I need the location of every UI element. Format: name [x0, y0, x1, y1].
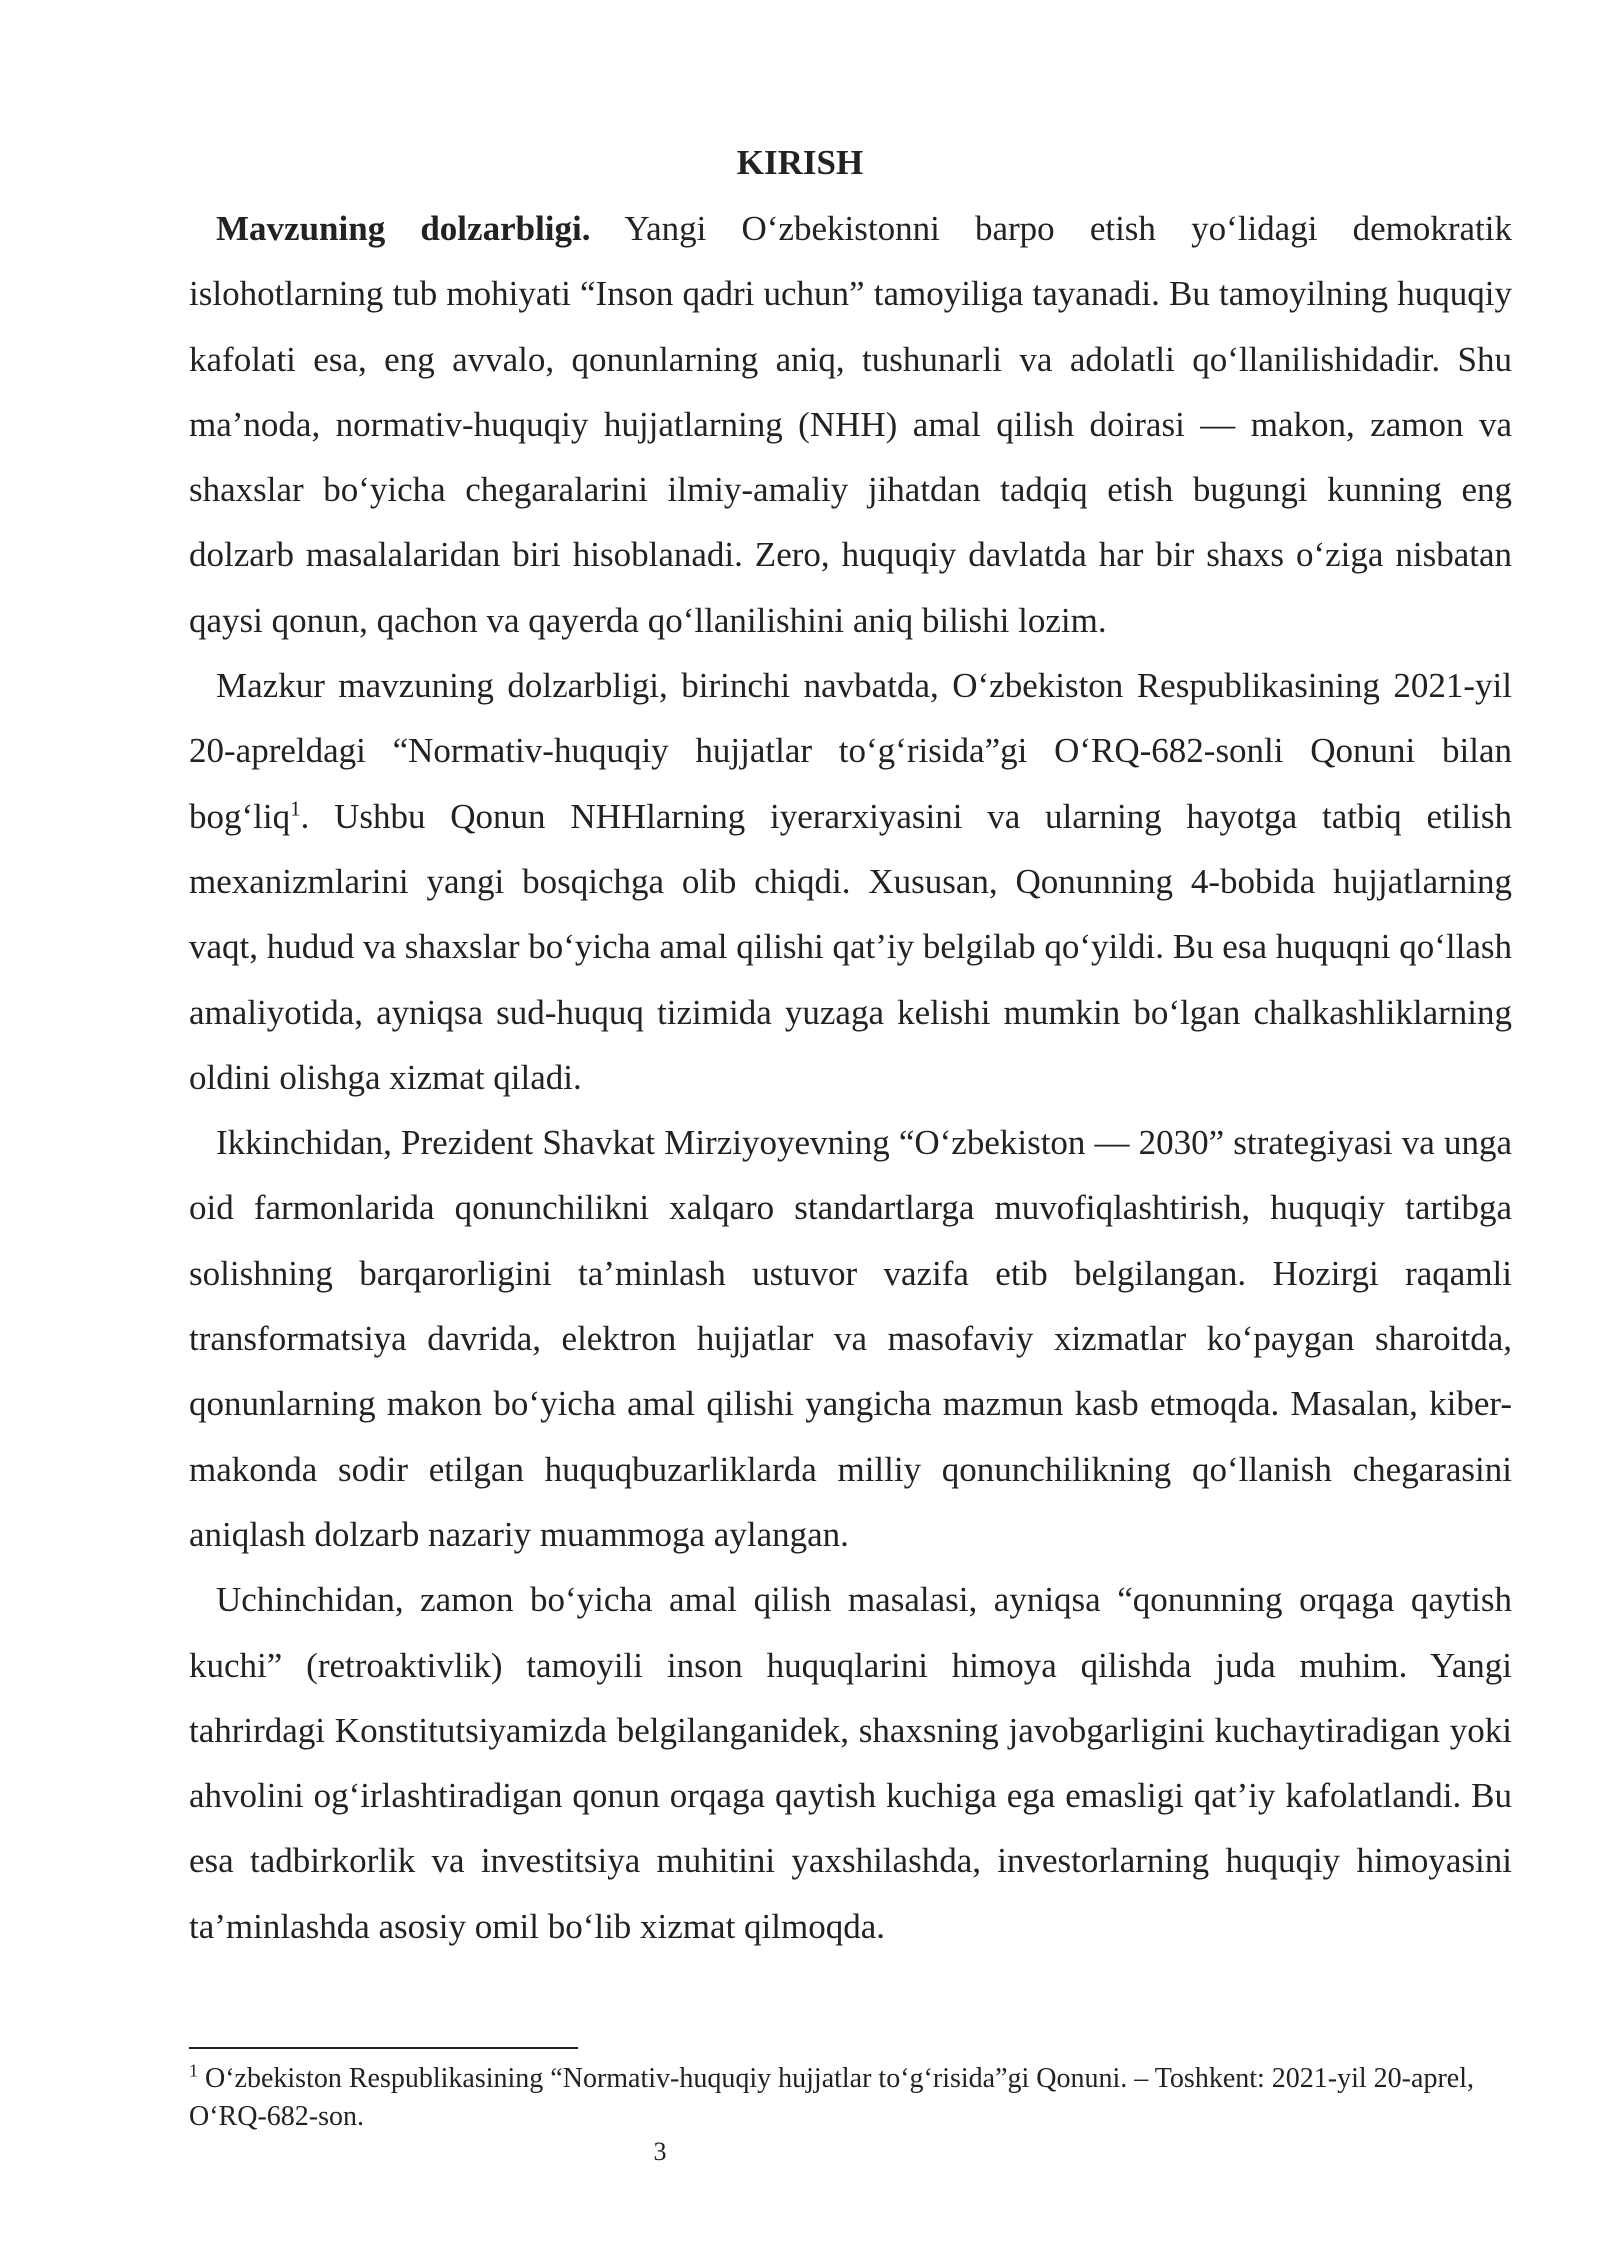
footnote-separator — [189, 2047, 578, 2049]
footnote-text: O‘zbekiston Respublikasining “Normativ-huquqiy hujjatlar to‘g‘risida”gi Qonuni. – Toshkent: 2021-yil 20-aprel, O‘RQ-682-son. — [189, 2063, 1474, 2132]
section-title: KIRISH — [736, 143, 864, 182]
paragraph-text: Yangi O‘zbekistonni barpo etish yo‘lidagi demokratik islohotlarning tub mohiyati “Inson qadri uchun” tamoyiliga tayanadi. Bu tamoyilning huquqiy kafolati esa, eng avvalo, qonunlarning aniq, tushunarli va adolatli qo‘llanilishidadir. Shu ma’noda, normativ-huquqiy hujjatlarning (NHH) amal qilish doirasi — makon, zamon va shaxslar bo‘yicha chegaralarini ilmiy-amaliy jihatdan tadqiq etish bugungi kunning eng dolzarb masalalaridan biri hisoblanadi. Zero, huquqiy davlatda har bir shaxs o‘ziga nisbatan qaysi qonun, qachon va qayerda qo‘llanilishini aniq bilishi lozim. — [189, 209, 1512, 640]
paragraph-first-reason — [189, 653, 1512, 1110]
footnote — [189, 2060, 1512, 2136]
paragraph-lead-heading: Mavzuning dolzarbligi. — [216, 209, 591, 248]
paragraph-text: Mazkur mavzuning dolzarbligi, birinchi navbatda, O‘zbekiston Respublikasining 2021-yil 20-apreldagi “Normativ-huquqiy hujjatlar to‘g‘risida”gi O‘RQ-682-sonli Qonuni bilan bog‘liq — [189, 666, 1512, 836]
paragraph-third-reason: Uchinchidan, zamon bo‘yicha amal qilish masalasi, ayniqsa “qonunning orqaga qaytish kuchi” (retroaktivlik) tamoyili inson huquqlarini himoya qilishda juda muhim. Yangi tahrirdagi Konstitutsiyamizda belgilanganidek, shaxsning javobgarligini kuchaytiradigan yoki ahvolini og‘irlashtiradigan qonun orqaga qaytish kuchiga ega emasligi qat’iy kafolatlandi. Bu esa tadbirkorlik va investitsiya muhitini yaxshilashda, investorlarning huquqiy himoyasini ta’minlashda asosiy omil bo‘lib xizmat qilmoqda. — [189, 1580, 1512, 1946]
footnote-reference[interactable]: 1 — [290, 796, 301, 821]
paragraph-text: . Ushbu Qonun NHHlarning iyerarxiyasini va ularning hayotga tatbiq etilish mexanizmlarini yangi bosqichga olib chiqdi. Xususan, Qonunning 4-bobida hujjatlarning vaqt, hudud va shaxslar bo‘yicha amal qilishi qat’iy belgilab qo‘yildi. Bu esa huquqni qo‘llash amaliyotida, ayniqsa sud-huquq tizimida yuzaga kelishi mumkin bo‘lgan chalkashliklarning oldini olishga xizmat qiladi. — [189, 796, 1512, 1097]
paragraph-relevance — [189, 196, 1512, 653]
footnote-number: 1 — [189, 2060, 198, 2081]
document-body — [189, 196, 1512, 1959]
page-number: 3 — [653, 2137, 667, 2166]
paragraph-second-reason: Ikkinchidan, Prezident Shavkat Mirziyoyevning “O‘zbekiston — 2030” strategiyasi va unga oid farmonlarida qonunchilikni xalqaro standartlarga muvofiqlashtirish, huquqiy tartibga solishning barqarorligini ta’minlash ustuvor vazifa etib belgilangan. Hozirgi raqamli transformatsiya davrida, elektron hujjatlar va masofaviy xizmatlar ko‘paygan sharoitda, qonunlarning makon bo‘yicha amal qilishi yangicha mazmun kasb etmoqda. Masalan, kiber-makonda sodir etilgan huquqbuzarliklarda milliy qonunchilikning qo‘llanish chegarasini aniqlash dolzarb nazariy muammoga aylangan. — [189, 1123, 1512, 1554]
